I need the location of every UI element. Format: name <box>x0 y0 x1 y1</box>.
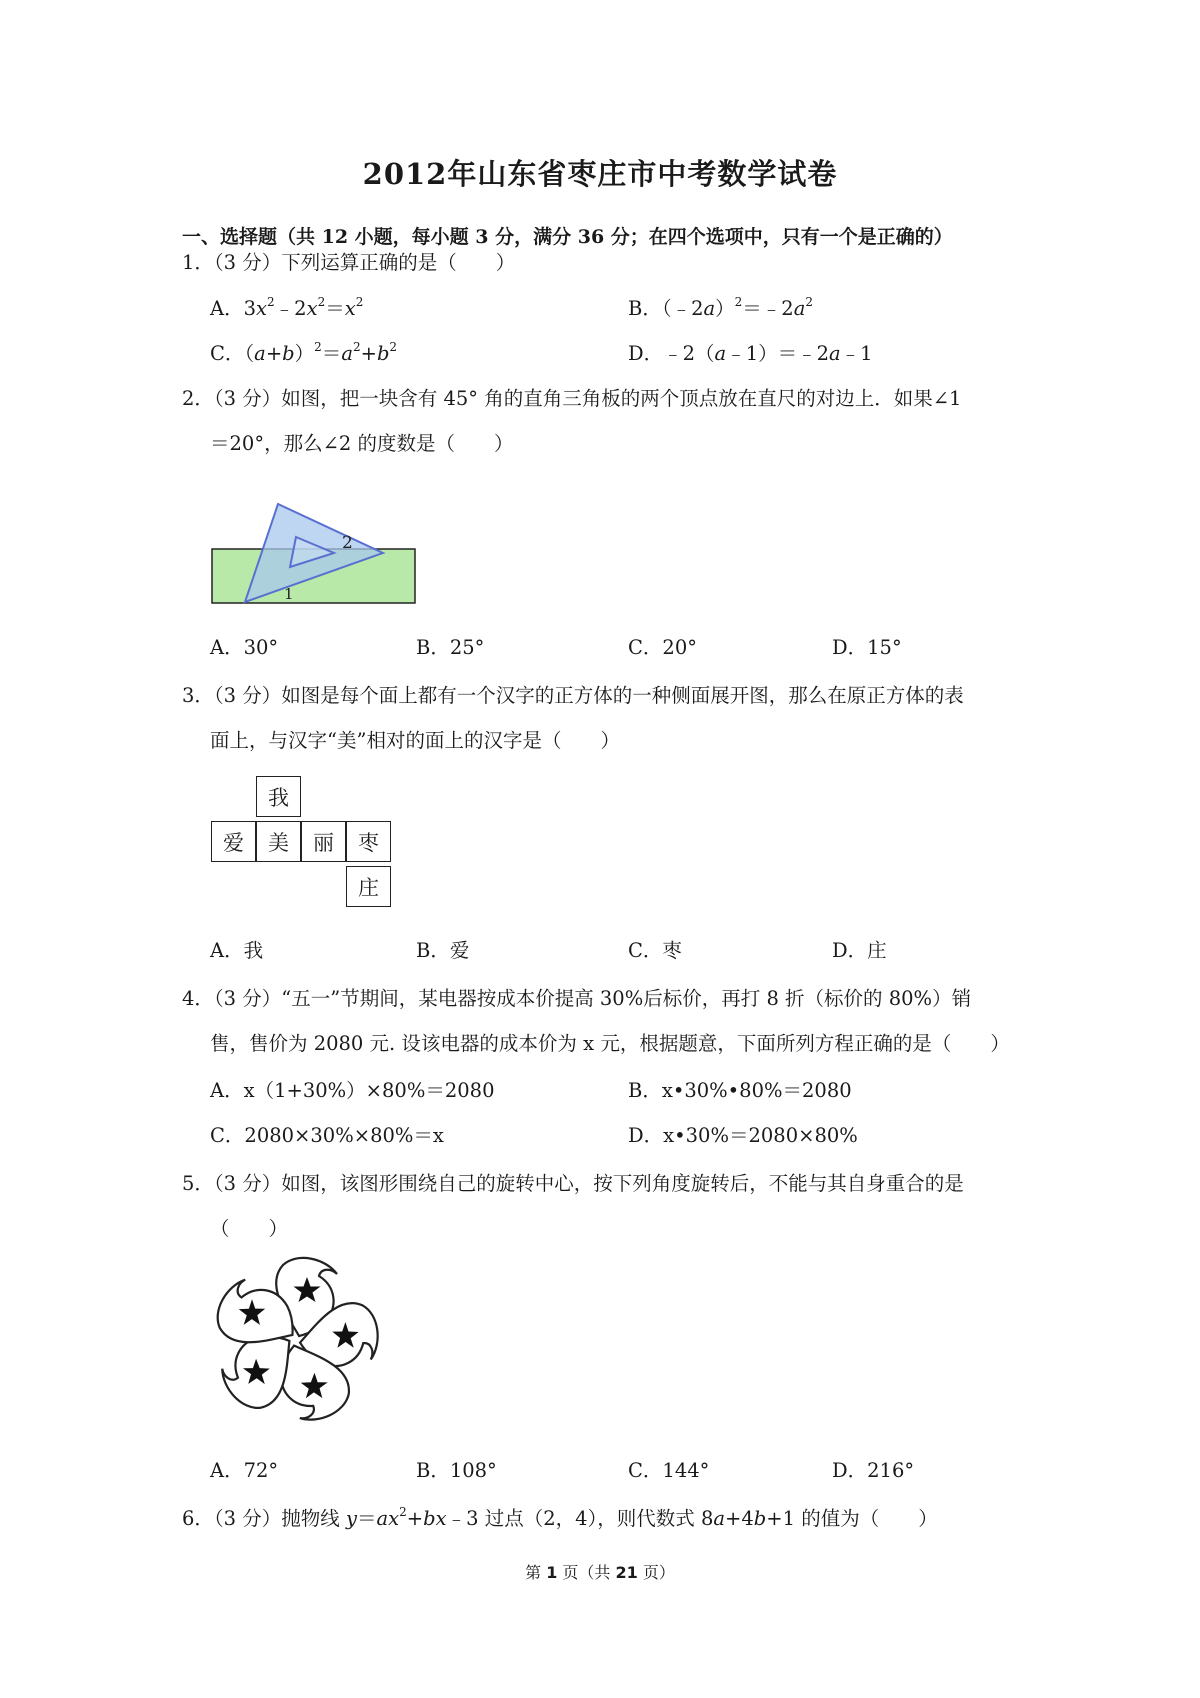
question-3-stem-line2: 面上，与汉字“美”相对的面上的汉字是（ ） <box>210 729 620 752</box>
ruler-triangle-figure <box>200 498 430 608</box>
question-2-option-a: A．30° <box>210 636 279 659</box>
page-footer: 第 1 页（共 21 页） <box>525 1563 675 1582</box>
question-5-option-d: D．216° <box>832 1459 915 1482</box>
question-3-option-a: A．我 <box>210 939 264 962</box>
question-1-option-b: B．$(﹣2a)^2=﹣2a^2$ <box>628 295 813 320</box>
bauhinia-figure <box>205 1255 385 1425</box>
question-2-stem-line2: ＝20°，那么∠2 的度数是（ ） <box>210 432 514 455</box>
question-5-option-a: A．72° <box>210 1459 279 1482</box>
question-4-option-b: B．x•30%•80%＝2080 <box>628 1079 852 1102</box>
question-4-option-d: D．x•30%＝2080×80% <box>628 1124 858 1147</box>
current-page-number: 1 <box>546 1563 558 1582</box>
net-face-top: 我 <box>256 776 301 817</box>
question-6-stem: 6．（3 分）抛物线 $y=ax^2+bx﹣3$ 过点（2，4），则代数式 8a+4b+1 的值为（ ） <box>182 1505 938 1530</box>
question-5-stem-line1: 5．（3 分）如图，该图形围绕自己的旋转中心，按下列角度旋转后，不能与其自身重合的是 <box>182 1172 964 1195</box>
question-5-option-c: C．144° <box>628 1459 710 1482</box>
question-3-stem-line1: 3．（3 分）如图是每个面上都有一个汉字的正方体的一种侧面展开图，那么在原正方体的表 <box>182 684 964 707</box>
question-1-option-d: D．﹣2（a﹣1）＝﹣2a﹣1 <box>628 342 873 365</box>
question-2-option-c: C．20° <box>628 636 697 659</box>
total-pages: 21 <box>615 1563 638 1582</box>
angle-1-label: 1 <box>284 585 294 603</box>
question-3-option-c: C．枣 <box>628 939 682 962</box>
question-1-stem: 1．（3 分）下列运算正确的是（ ） <box>182 251 516 274</box>
net-face-bottom: 庄 <box>346 866 391 907</box>
page-title: 2012年山东省枣庄市中考数学试卷 <box>362 157 838 191</box>
question-2-option-b: B．25° <box>416 636 485 659</box>
question-5-stem-line2: （ ） <box>210 1217 289 1240</box>
question-4-stem-line2: 售，售价为 2080 元. 设该电器的成本价为 x 元，根据题意，下面所列方程正确的是（ ） <box>210 1032 1010 1055</box>
angle-2-label: 2 <box>342 533 353 553</box>
question-4-option-c: C．2080×30%×80%＝x <box>210 1124 444 1147</box>
question-3-option-b: B．爱 <box>416 939 470 962</box>
question-5-option-b: B．108° <box>416 1459 497 1482</box>
question-3-option-d: D．庄 <box>832 939 887 962</box>
question-4-option-a: A．x（1+30%）×80%＝2080 <box>210 1079 495 1102</box>
net-face-2: 美 <box>256 821 301 862</box>
question-1-option-c: C．$(a+b)^2=a^2+b^2$ <box>210 340 398 365</box>
question-1-option-a: A．$3x^2﹣2x^2=x^2$ <box>210 295 364 320</box>
net-face-4: 枣 <box>346 821 391 862</box>
net-face-1: 爱 <box>211 821 256 862</box>
question-2-stem-line1: 2．（3 分）如图，把一块含有 45° 角的直角三角板的两个顶点放在直尺的对边上．如果∠1 <box>182 387 962 410</box>
question-2-option-d: D．15° <box>832 636 902 659</box>
section-heading: 一、选择题（共 12 小题，每小题 3 分，满分 36 分；在四个选项中，只有一个是正确的） <box>182 226 953 248</box>
question-4-stem-line1: 4．（3 分）“五一”节期间，某电器按成本价提高 30%后标价，再打 8 折（标价的 80%）销 <box>182 987 972 1010</box>
net-face-3: 丽 <box>301 821 346 862</box>
